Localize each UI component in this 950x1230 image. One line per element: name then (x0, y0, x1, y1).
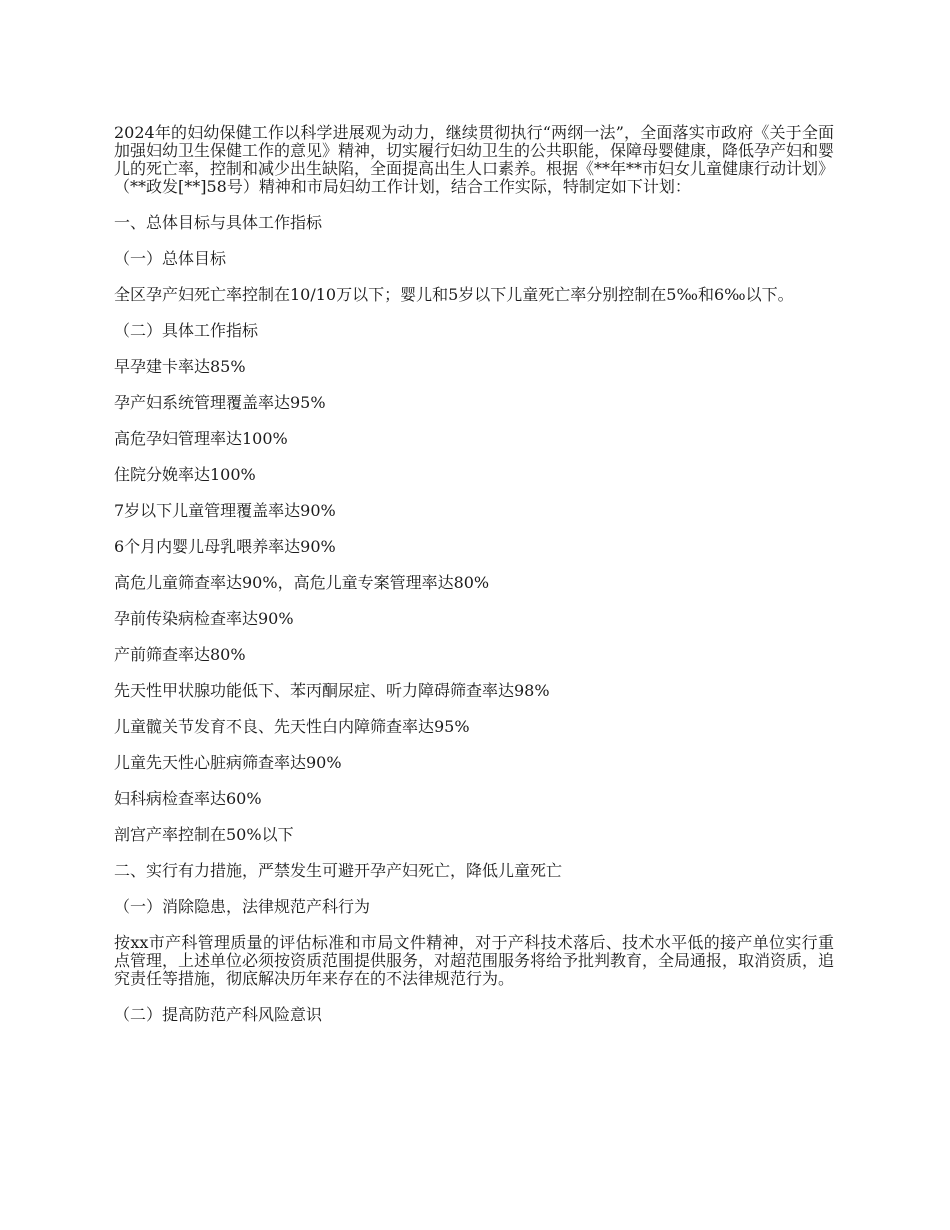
indicator-item: 孕产妇系统管理覆盖率达95% (114, 393, 326, 412)
indicator-item: 7岁以下儿童管理覆盖率达90% (114, 501, 336, 520)
indicator-item: 妇科病检查率达60% (114, 789, 262, 808)
indicator-item: 儿童髋关节发育不良、先天性白内障筛查率达95% (114, 717, 470, 736)
obstetric-regulation-paragraph: 按xx市产科管理质量的评估标准和市局文件精神，对于产科技术落后、技术水平低的接产单位实行重点管理，上述单位必须按资质范围提供服务，对超范围服务将给予批判教育，全局通报，取消资质，追究责任等措施，彻底解决历年来存在的不法律规范行为。 (114, 933, 835, 988)
indicator-item: 高危孕妇管理率达100% (114, 429, 288, 448)
indicator-list (114, 358, 834, 844)
indicator-item: 孕前传染病检查率达90% (114, 609, 294, 628)
section2-heading: 二、实行有力措施，严禁发生可避开孕产妇死亡，降低儿童死亡 (114, 861, 563, 880)
intro-paragraph: 2024年的妇幼保健工作以科学进展观为动力，继续贯彻执行“两纲一法”，全面落实市政府《关于全面加强妇幼卫生保健工作的意见》精神，切实履行妇幼卫生的公共职能，保障母婴健康，降低孕产妇和婴儿的死亡率，控制和减少出生缺陷，全面提高出生人口素养。根据《**年**市妇女儿童健康行动计划》（**政发[**]58号）精神和市局妇幼工作计划，结合工作实际，特制定如下计划： (114, 123, 835, 196)
indicator-item: 住院分娩率达100% (114, 465, 256, 484)
indicator-item: 产前筛查率达80% (114, 645, 246, 664)
section1-sub2-heading: （二）具体工作指标 (114, 321, 259, 340)
indicator-item: 剖宫产率控制在50%以下 (114, 825, 294, 844)
indicator-item: 儿童先天性心脏病筛查率达90% (114, 753, 342, 772)
indicator-item: 先天性甲状腺功能低下、苯丙酮尿症、听力障碍筛查率达98% (114, 681, 550, 700)
section2-sub1-heading: （一）消除隐患，法律规范产科行为 (114, 897, 371, 916)
indicator-item: 6个月内婴儿母乳喂养率达90% (114, 537, 336, 556)
document-page (114, 124, 834, 1042)
section1-heading: 一、总体目标与具体工作指标 (114, 213, 323, 232)
overall-goal-paragraph: 全区孕产妇死亡率控制在10/10万以下；婴儿和5岁以下儿童死亡率分别控制在5‰和6‰以下。 (114, 285, 794, 304)
indicator-item: 早孕建卡率达85% (114, 357, 246, 376)
indicator-item: 高危儿童筛查率达90%，高危儿童专案管理率达80% (114, 573, 490, 592)
section1-sub1-heading: （一）总体目标 (114, 249, 227, 268)
section2-sub2-heading: （二）提高防范产科风险意识 (114, 1005, 323, 1024)
